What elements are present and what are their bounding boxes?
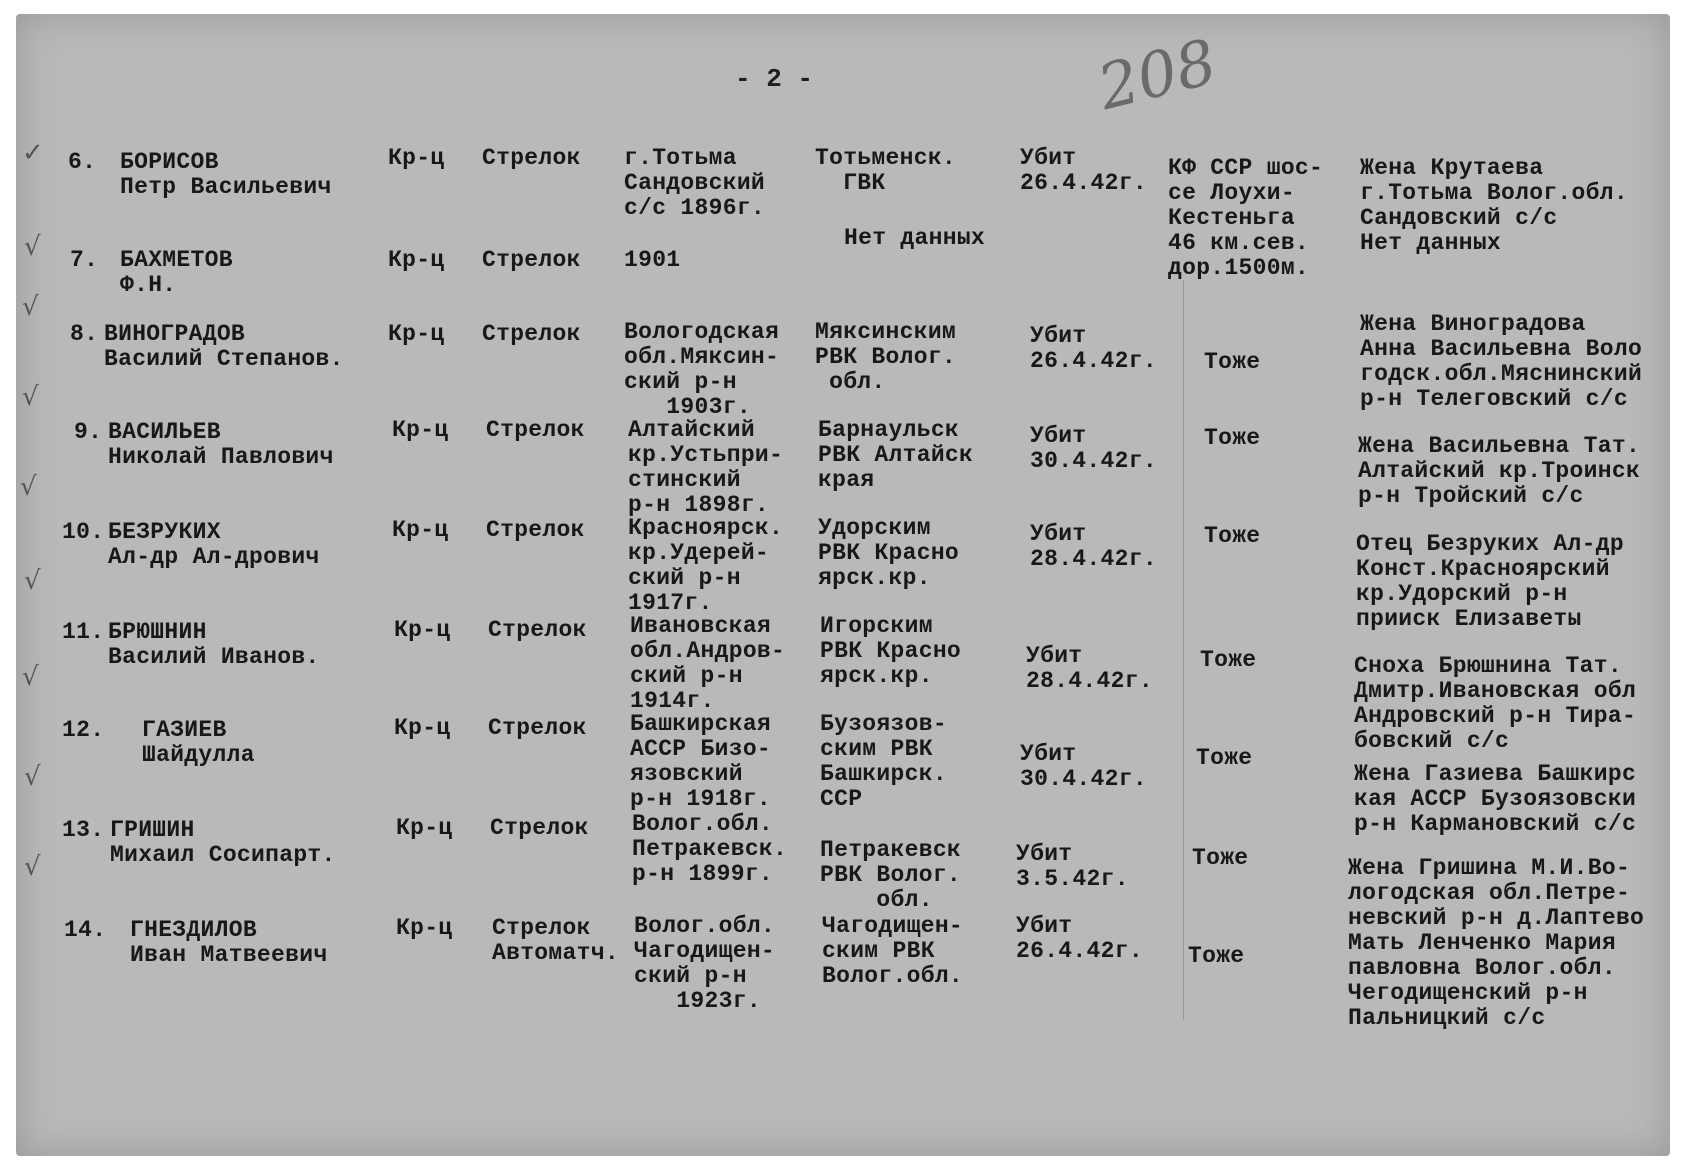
row-number: 14. <box>64 917 107 943</box>
row-number: 12. <box>62 717 105 743</box>
relatives: Сноха Брюшнина Тат. Дмитр.Ивановская обл Андровский р-н Тира- бовский с/с <box>1354 653 1637 754</box>
row-number: 11. <box>62 619 105 645</box>
birth-info: Алтайский кр.Устьпри- стинский р-н 1898г. <box>628 417 784 518</box>
soldier-name: БОРИСОВ Петр Васильевич <box>120 149 332 200</box>
page-number: - 2 - <box>735 64 814 94</box>
birth-info: Волог.обл. Петракевск. р-н 1899г. <box>632 811 788 887</box>
rank: Кр-ц <box>396 915 453 941</box>
soldier-name: БЕЗРУКИХ Ал-др Ал-дрович <box>108 519 320 570</box>
column-rule <box>1183 280 1184 1020</box>
birth-info: г.Тотьма Сандовский с/с 1896г. <box>624 145 766 221</box>
relatives: Жена Газиева Башкирс кая АССР Бузоязовски р-н Кармановский с/с <box>1354 761 1637 837</box>
draft-office: Тотьменск. ГВК <box>815 145 957 196</box>
birth-info: 1901 <box>624 247 681 273</box>
row-number: 13. <box>62 817 105 843</box>
check-mark-icon: √ <box>24 852 41 882</box>
check-mark-icon: √ <box>22 382 39 412</box>
row-number: 6. <box>68 149 97 175</box>
check-mark-icon: √ <box>24 232 41 262</box>
draft-office: Мяксинским РВК Волог. обл. <box>815 319 957 395</box>
soldier-name: ГНЕЗДИЛОВ Иван Матвеевич <box>130 917 328 968</box>
position: Стрелок <box>486 417 585 443</box>
position: Стрелок <box>482 145 581 171</box>
row-number: 9. <box>74 419 103 445</box>
position: Стрелок <box>482 247 581 273</box>
burial-place: Тоже <box>1192 845 1249 871</box>
position: Стрелок <box>488 715 587 741</box>
burial-place: Тоже <box>1204 425 1261 451</box>
archive-number-handwritten: 208 <box>1090 24 1224 125</box>
burial-place: Тоже <box>1204 523 1261 549</box>
rank: Кр-ц <box>388 247 445 273</box>
relatives: Отец Безруких Ал-др Конст.Красноярский кр.Удорский р-н прииск Елизаветы <box>1356 531 1624 632</box>
rank: Кр-ц <box>394 617 451 643</box>
soldier-name: ГАЗИЕВ Шайдулла <box>142 717 255 768</box>
birth-info: Вологодская обл.Мяксин- ский р-н 1903г. <box>624 319 780 420</box>
relatives: Жена Крутаева г.Тотьма Волог.обл. Сандовский с/с Нет данных <box>1360 155 1628 256</box>
draft-office: Петракевск РВК Волог. обл. <box>820 837 962 913</box>
burial-place: Тоже <box>1200 647 1257 673</box>
soldier-name: БАХМЕТОВ Ф.Н. <box>120 247 233 298</box>
birth-info: Башкирская АССР Бизо- язовский р-н 1918г. <box>630 711 772 812</box>
check-mark-icon: √ <box>24 762 41 792</box>
position: Стрелок <box>482 321 581 347</box>
draft-office: Бузоязов- ским РВК Башкирск. ССР <box>820 711 947 812</box>
draft-office: Удорским РВК Красно ярск.кр. <box>818 515 960 591</box>
row-number: 8. <box>70 321 99 347</box>
position: Стрелок <box>490 815 589 841</box>
row-number: 7. <box>70 247 99 273</box>
fate: Убит 30.4.42г. <box>1030 423 1157 474</box>
check-mark-icon: √ <box>24 566 41 596</box>
rank: Кр-ц <box>394 715 451 741</box>
row-number: 10. <box>62 519 105 545</box>
soldier-name: ВИНОГРАДОВ Василий Степанов. <box>104 321 344 372</box>
fate: Убит 26.4.42г. <box>1016 913 1143 964</box>
birth-info: Красноярск. кр.Удерей- ский р-н 1917г. <box>628 515 784 616</box>
fate: Убит 26.4.42г. <box>1020 145 1147 196</box>
burial-place: КФ ССР шос- се Лоухи- Кестеньга 46 км.сев. дор.1500м. <box>1168 155 1324 281</box>
draft-office: Нет данных <box>844 225 986 251</box>
fate: Убит 30.4.42г. <box>1020 741 1147 792</box>
rank: Кр-ц <box>396 815 453 841</box>
burial-place: Тоже <box>1188 943 1245 969</box>
rank: Кр-ц <box>392 517 449 543</box>
fate: Убит 3.5.42г. <box>1016 841 1129 892</box>
relatives: Жена Васильевна Тат. Алтайский кр.Троинск р-н Тройский с/с <box>1358 433 1641 509</box>
fate: Убит 28.4.42г. <box>1026 643 1153 694</box>
rank: Кр-ц <box>388 145 445 171</box>
relatives: Жена Виноградова Анна Васильевна Воло годск.обл.Мяснинский р-н Телеговский с/с <box>1360 311 1643 412</box>
rank: Кр-ц <box>392 417 449 443</box>
position: Стрелок <box>486 517 585 543</box>
birth-info: Волог.обл. Чагодищен- ский р-н 1923г. <box>634 913 776 1014</box>
soldier-name: ГРИШИН Михаил Сосипарт. <box>110 817 336 868</box>
check-mark-icon: ✓ <box>22 138 44 168</box>
soldier-name: ВАСИЛЬЕВ Николай Павлович <box>108 419 334 470</box>
rank: Кр-ц <box>388 321 445 347</box>
fate: Убит 28.4.42г. <box>1030 521 1157 572</box>
burial-place: Тоже <box>1196 745 1253 771</box>
position: Стрелок Автоматч. <box>492 915 619 966</box>
check-mark-icon: √ <box>20 472 37 502</box>
draft-office: Чагодищен- ским РВК Волог.обл. <box>822 913 964 989</box>
draft-office: Игорским РВК Красно ярск.кр. <box>820 613 962 689</box>
fate: Убит 26.4.42г. <box>1030 323 1157 374</box>
soldier-name: БРЮШНИН Василий Иванов. <box>108 619 320 670</box>
draft-office: Барнаульск РВК Алтайск края <box>818 417 974 493</box>
birth-info: Ивановская обл.Андров- ский р-н 1914г. <box>630 613 786 714</box>
position: Стрелок <box>488 617 587 643</box>
check-mark-icon: √ <box>22 292 39 322</box>
check-mark-icon: √ <box>22 662 39 692</box>
relatives: Жена Гришина М.И.Во- логодская обл.Петре- невский р-н д.Лаптево Мать Ленченко Мария павловна Волог.обл. Чегодищенский р-н Пальницкий с/с <box>1348 855 1645 1031</box>
burial-place: Тоже <box>1204 349 1261 375</box>
